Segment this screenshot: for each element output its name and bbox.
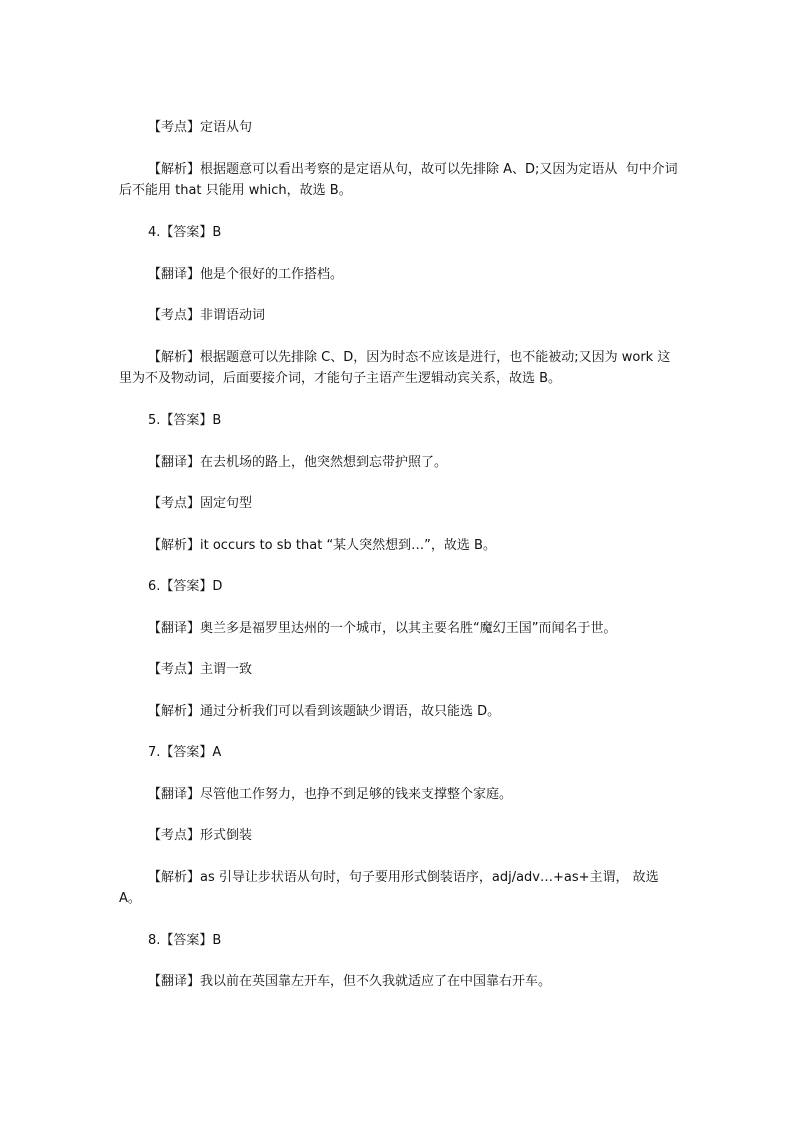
- paragraph-jiexi: 【解析】it occurs to sb that “某人突然想到…”，故选 B。: [148, 538, 496, 553]
- paragraph-fanyi: 【翻译】在去机场的路上，他突然想到忘带护照了。: [148, 455, 448, 470]
- paragraph-kaodian: 【考点】主谓一致: [148, 662, 253, 677]
- answer-heading: 4.【答案】B: [148, 225, 222, 240]
- paragraph-jiexi: 【解析】根据题意可以看出考察的是定语从句，故可以先排除 A、D;又因为定语从 句中介词后不能用 that 只能用 which，故选 B。: [119, 162, 678, 198]
- answer-heading: 6.【答案】D: [148, 579, 223, 594]
- answer-heading: 7.【答案】A: [148, 745, 222, 760]
- paragraph-fanyi: 【翻译】奥兰多是福罗里达州的一个城市，以其主要名胜“魔幻王国”而闻名于世。: [148, 621, 617, 636]
- paragraph-kaodian: 【考点】非谓语动词: [148, 308, 266, 323]
- paragraph-jiexi: 【解析】as 引导让步状语从句时，句子要用形式倒装语序，adj/adv…+as+主谓， 故选 A。: [119, 870, 663, 906]
- answer-heading: 8.【答案】B: [148, 933, 222, 948]
- paragraph-kaodian: 【考点】固定句型: [148, 496, 253, 511]
- paragraph-fanyi: 【翻译】我以前在英国靠左开车，但不久我就适应了在中国靠右开车。: [148, 974, 552, 989]
- paragraph-fanyi: 【翻译】尽管他工作努力，也挣不到足够的钱来支撑整个家庭。: [148, 787, 513, 802]
- paragraph-fanyi: 【翻译】他是个很好的工作搭档。: [148, 267, 344, 282]
- paragraph-kaodian: 【考点】形式倒装: [148, 828, 253, 843]
- paragraph-jiexi: 【解析】通过分析我们可以看到该题缺少谓语，故只能选 D。: [148, 704, 501, 719]
- paragraph-kaodian: 【考点】定语从句: [148, 120, 253, 135]
- answer-heading: 5.【答案】B: [148, 413, 222, 428]
- paragraph-jiexi: 【解析】根据题意可以先排除 C、D，因为时态不应该是进行，也不能被动;又因为 work 这里为不及物动词，后面要接介词，才能句子主语产生逻辑动宾关系，故选 B。: [119, 350, 671, 386]
